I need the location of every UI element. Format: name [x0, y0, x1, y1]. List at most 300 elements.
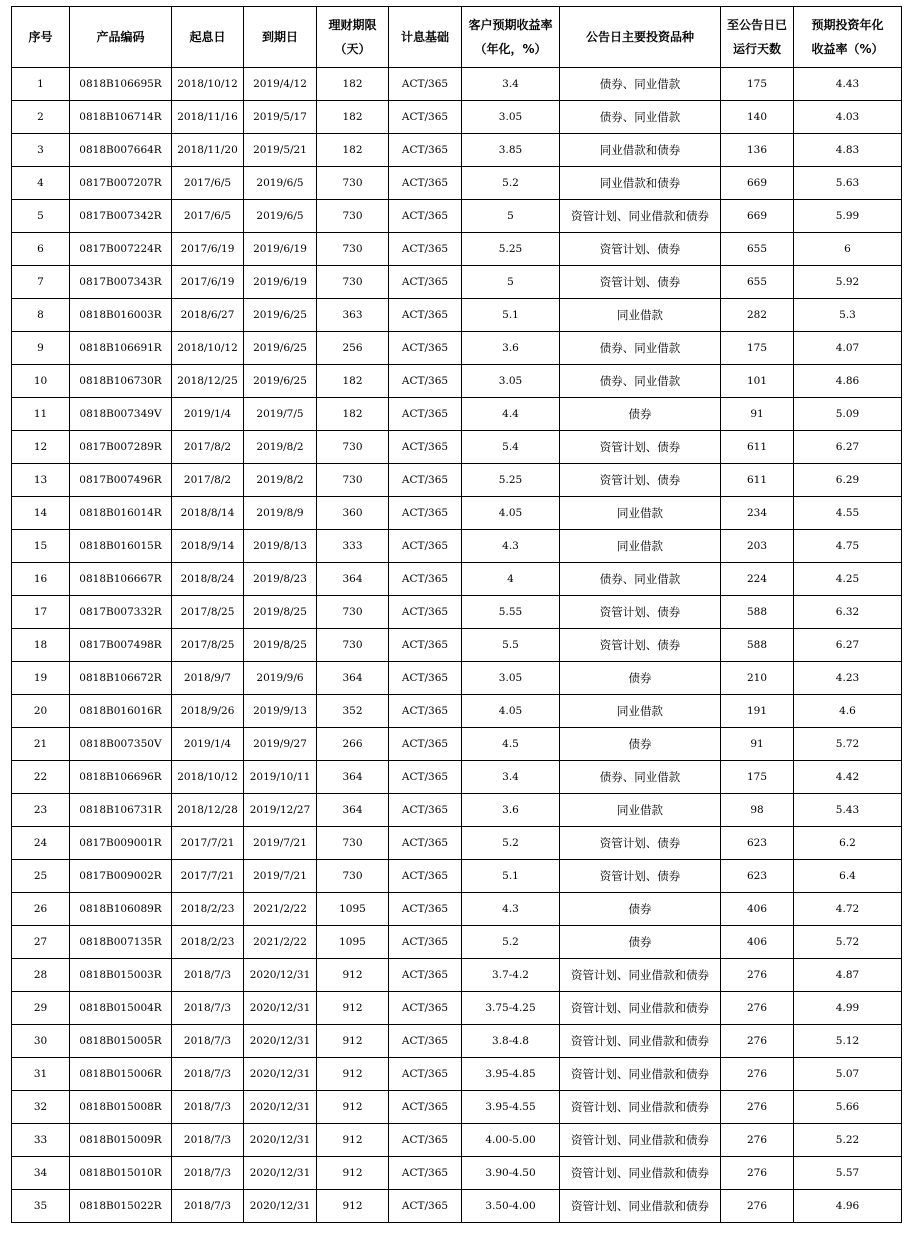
- table-cell: 3.50-4.00: [462, 1190, 560, 1223]
- table-row: [12, 827, 902, 860]
- table-cell: 3.75-4.25: [462, 992, 560, 1025]
- table-cell: 5: [462, 200, 560, 233]
- table-cell: 同业借款和债券: [560, 167, 721, 200]
- table-cell: 234: [721, 497, 794, 530]
- table-cell: 2018/7/3: [172, 1157, 244, 1190]
- table-cell: 2019/7/21: [244, 860, 317, 893]
- table-cell: 730: [317, 827, 389, 860]
- table-row: [12, 266, 902, 299]
- table-cell: 债券、同业借款: [560, 761, 721, 794]
- table-cell: 5.09: [794, 398, 902, 431]
- table-cell: 912: [317, 992, 389, 1025]
- table-cell: 2018/9/26: [172, 695, 244, 728]
- table-cell: 360: [317, 497, 389, 530]
- table-cell: 266: [317, 728, 389, 761]
- table-cell: 3.95-4.55: [462, 1091, 560, 1124]
- table-cell: 224: [721, 563, 794, 596]
- table-cell: 2019/5/21: [244, 134, 317, 167]
- table-cell: 2019/6/25: [244, 365, 317, 398]
- table-cell: 2018/7/3: [172, 1190, 244, 1223]
- table-cell: 0817B009001R: [70, 827, 172, 860]
- column-header-text: 序号: [28, 30, 53, 44]
- table-cell: ACT/365: [389, 101, 462, 134]
- table-cell: 25: [12, 860, 70, 893]
- table-cell: 2017/7/21: [172, 827, 244, 860]
- table-cell: 0818B106730R: [70, 365, 172, 398]
- table-cell: 2017/6/19: [172, 233, 244, 266]
- table-row: [12, 332, 902, 365]
- table-cell: 136: [721, 134, 794, 167]
- table-cell: 2019/5/17: [244, 101, 317, 134]
- column-header-text: 理财期限: [328, 18, 377, 32]
- table-cell: 2021/2/22: [244, 926, 317, 959]
- table-cell: 资管计划、债券: [560, 596, 721, 629]
- table-cell: 8: [12, 299, 70, 332]
- table-cell: 2018/9/14: [172, 530, 244, 563]
- table-cell: ACT/365: [389, 233, 462, 266]
- table-cell: 2019/9/27: [244, 728, 317, 761]
- table-cell: 债券: [560, 728, 721, 761]
- table-cell: 276: [721, 1091, 794, 1124]
- table-cell: 0818B016016R: [70, 695, 172, 728]
- column-header-text: 收益率（%）: [811, 42, 884, 56]
- column-header: [244, 7, 317, 68]
- table-cell: 6.27: [794, 629, 902, 662]
- table-row: [12, 167, 902, 200]
- table-cell: 资管计划、债券: [560, 233, 721, 266]
- table-cell: 282: [721, 299, 794, 332]
- table-cell: 5.07: [794, 1058, 902, 1091]
- table-row: [12, 200, 902, 233]
- table-cell: 3.4: [462, 761, 560, 794]
- column-header: [462, 7, 560, 68]
- table-row: [12, 695, 902, 728]
- table-cell: 2018/2/23: [172, 926, 244, 959]
- table-cell: 4: [462, 563, 560, 596]
- table-cell: 同业借款: [560, 497, 721, 530]
- table-cell: 730: [317, 266, 389, 299]
- table-cell: 256: [317, 332, 389, 365]
- table-cell: ACT/365: [389, 629, 462, 662]
- table-cell: ACT/365: [389, 1025, 462, 1058]
- table-cell: 4.05: [462, 497, 560, 530]
- column-header-text: 客户预期收益率: [468, 18, 553, 32]
- table-cell: 29: [12, 992, 70, 1025]
- table-cell: 2019/7/5: [244, 398, 317, 431]
- table-cell: 5.25: [462, 233, 560, 266]
- table-row: [12, 134, 902, 167]
- table-cell: 6: [12, 233, 70, 266]
- table-cell: 2019/1/4: [172, 728, 244, 761]
- table-cell: 2019/12/27: [244, 794, 317, 827]
- table-cell: 4.03: [794, 101, 902, 134]
- table-cell: 0817B007343R: [70, 266, 172, 299]
- column-header: [70, 7, 172, 68]
- table-cell: 4.55: [794, 497, 902, 530]
- table-cell: 5.57: [794, 1157, 902, 1190]
- table-cell: 4.87: [794, 959, 902, 992]
- table-cell: 2018/7/3: [172, 1025, 244, 1058]
- column-header: [12, 7, 70, 68]
- table-cell: 730: [317, 464, 389, 497]
- table-cell: 21: [12, 728, 70, 761]
- table-cell: 20: [12, 695, 70, 728]
- table-cell: 32: [12, 1091, 70, 1124]
- table-cell: 912: [317, 1058, 389, 1091]
- table-cell: 98: [721, 794, 794, 827]
- table-cell: 333: [317, 530, 389, 563]
- table-row: [12, 893, 902, 926]
- table-cell: 28: [12, 959, 70, 992]
- table-cell: 4.75: [794, 530, 902, 563]
- table-cell: 4.5: [462, 728, 560, 761]
- table-row: [12, 761, 902, 794]
- table-cell: 9: [12, 332, 70, 365]
- column-header: [560, 7, 721, 68]
- table-cell: 2019/8/9: [244, 497, 317, 530]
- table-cell: 债券、同业借款: [560, 563, 721, 596]
- table-cell: 5.4: [462, 431, 560, 464]
- table-row: [12, 398, 902, 431]
- table-cell: 2017/6/5: [172, 200, 244, 233]
- column-header-text: 公告日主要投资品种: [585, 30, 694, 44]
- table-row: [12, 629, 902, 662]
- table-row: [12, 1025, 902, 1058]
- table-cell: 2019/8/25: [244, 629, 317, 662]
- table-cell: 3.6: [462, 332, 560, 365]
- table-cell: ACT/365: [389, 134, 462, 167]
- table-cell: 4.86: [794, 365, 902, 398]
- table-cell: 22: [12, 761, 70, 794]
- table-cell: 0818B106667R: [70, 563, 172, 596]
- table-cell: 13: [12, 464, 70, 497]
- table-cell: ACT/365: [389, 398, 462, 431]
- table-cell: 2018/10/12: [172, 761, 244, 794]
- table-cell: 730: [317, 431, 389, 464]
- table-cell: 2018/2/23: [172, 893, 244, 926]
- table-cell: 2019/8/2: [244, 464, 317, 497]
- table-cell: ACT/365: [389, 365, 462, 398]
- table-cell: 3.7-4.2: [462, 959, 560, 992]
- table-cell: ACT/365: [389, 299, 462, 332]
- table-cell: 364: [317, 662, 389, 695]
- table-cell: ACT/365: [389, 893, 462, 926]
- table-cell: 2019/8/25: [244, 596, 317, 629]
- table-cell: ACT/365: [389, 761, 462, 794]
- column-header-text: 预期投资年化: [811, 18, 884, 32]
- table-cell: 2019/9/6: [244, 662, 317, 695]
- column-header-text: 运行天数: [732, 42, 781, 56]
- table-cell: 2019/7/21: [244, 827, 317, 860]
- table-cell: 资管计划、债券: [560, 266, 721, 299]
- column-header: [172, 7, 244, 68]
- table-cell: ACT/365: [389, 827, 462, 860]
- table-cell: 5: [462, 266, 560, 299]
- table-row: [12, 431, 902, 464]
- table-row: [12, 1157, 902, 1190]
- table-cell: 2018/7/3: [172, 959, 244, 992]
- table-cell: 912: [317, 1025, 389, 1058]
- table-cell: 2019/4/12: [244, 68, 317, 101]
- table-cell: ACT/365: [389, 530, 462, 563]
- table-cell: 276: [721, 1025, 794, 1058]
- table-cell: 2019/8/13: [244, 530, 317, 563]
- table-cell: 3.05: [462, 662, 560, 695]
- table-cell: 175: [721, 761, 794, 794]
- table-cell: 2019/8/2: [244, 431, 317, 464]
- table-cell: 2018/11/20: [172, 134, 244, 167]
- table-cell: 4.07: [794, 332, 902, 365]
- table-cell: 2020/12/31: [244, 1124, 317, 1157]
- table-cell: 730: [317, 629, 389, 662]
- table-cell: 0818B007350V: [70, 728, 172, 761]
- table-cell: 2018/7/3: [172, 1091, 244, 1124]
- column-header: [317, 7, 389, 68]
- table-cell: 2019/6/19: [244, 266, 317, 299]
- table-cell: 2020/12/31: [244, 992, 317, 1025]
- table-cell: 24: [12, 827, 70, 860]
- table-cell: ACT/365: [389, 860, 462, 893]
- table-cell: 730: [317, 860, 389, 893]
- table-cell: 0818B007664R: [70, 134, 172, 167]
- table-cell: 4.42: [794, 761, 902, 794]
- table-cell: 2019/10/11: [244, 761, 317, 794]
- table-cell: 364: [317, 563, 389, 596]
- table-cell: 5.92: [794, 266, 902, 299]
- table-cell: 912: [317, 1190, 389, 1223]
- table-cell: 0818B016014R: [70, 497, 172, 530]
- table-row: [12, 68, 902, 101]
- table-cell: 4.4: [462, 398, 560, 431]
- table-cell: 5.2: [462, 827, 560, 860]
- table-cell: 406: [721, 893, 794, 926]
- table-cell: 同业借款: [560, 794, 721, 827]
- table-cell: 2018/6/27: [172, 299, 244, 332]
- table-cell: 33: [12, 1124, 70, 1157]
- table-cell: 2019/9/13: [244, 695, 317, 728]
- table-cell: 资管计划、债券: [560, 464, 721, 497]
- table-cell: 623: [721, 860, 794, 893]
- table-cell: 债券、同业借款: [560, 365, 721, 398]
- table-cell: 0817B007289R: [70, 431, 172, 464]
- table-cell: 6.32: [794, 596, 902, 629]
- table-cell: 2018/7/3: [172, 992, 244, 1025]
- table-cell: 210: [721, 662, 794, 695]
- table-cell: ACT/365: [389, 1091, 462, 1124]
- table-cell: 资管计划、债券: [560, 860, 721, 893]
- table-cell: 0818B015006R: [70, 1058, 172, 1091]
- table-cell: 3.8-4.8: [462, 1025, 560, 1058]
- table-cell: 资管计划、同业借款和债券: [560, 992, 721, 1025]
- table-row: [12, 464, 902, 497]
- table-cell: ACT/365: [389, 728, 462, 761]
- table-cell: 4.05: [462, 695, 560, 728]
- table-row: [12, 530, 902, 563]
- table-cell: 406: [721, 926, 794, 959]
- table-cell: 资管计划、同业借款和债券: [560, 1058, 721, 1091]
- table-cell: 资管计划、同业借款和债券: [560, 959, 721, 992]
- table-cell: ACT/365: [389, 596, 462, 629]
- table-cell: 18: [12, 629, 70, 662]
- table-cell: 5.2: [462, 926, 560, 959]
- table-cell: 11: [12, 398, 70, 431]
- table-cell: 182: [317, 101, 389, 134]
- table-cell: 6.29: [794, 464, 902, 497]
- table-cell: 1095: [317, 893, 389, 926]
- table-cell: 31: [12, 1058, 70, 1091]
- table-cell: ACT/365: [389, 1124, 462, 1157]
- table-cell: 2017/7/21: [172, 860, 244, 893]
- table-cell: 14: [12, 497, 70, 530]
- table-cell: 203: [721, 530, 794, 563]
- table-cell: 3.85: [462, 134, 560, 167]
- table-cell: 364: [317, 761, 389, 794]
- table-cell: 4.3: [462, 530, 560, 563]
- column-header-text: （天）: [334, 42, 371, 56]
- table-cell: 资管计划、债券: [560, 431, 721, 464]
- table-cell: 5.5: [462, 629, 560, 662]
- table-cell: ACT/365: [389, 695, 462, 728]
- table-cell: 2018/9/7: [172, 662, 244, 695]
- table-row: [12, 299, 902, 332]
- table-cell: 5: [12, 200, 70, 233]
- table-cell: 15: [12, 530, 70, 563]
- table-cell: ACT/365: [389, 959, 462, 992]
- table-cell: 资管计划、同业借款和债券: [560, 1025, 721, 1058]
- table-cell: 同业借款: [560, 299, 721, 332]
- table-cell: 0818B015005R: [70, 1025, 172, 1058]
- table-cell: 2021/2/22: [244, 893, 317, 926]
- table-cell: 2017/8/25: [172, 596, 244, 629]
- table-cell: ACT/365: [389, 332, 462, 365]
- table-cell: 债券、同业借款: [560, 68, 721, 101]
- table-cell: 债券: [560, 926, 721, 959]
- table-row: [12, 365, 902, 398]
- table-cell: 191: [721, 695, 794, 728]
- table-cell: 182: [317, 134, 389, 167]
- table-cell: 债券、同业借款: [560, 101, 721, 134]
- table-cell: 6.2: [794, 827, 902, 860]
- table-cell: 资管计划、同业借款和债券: [560, 200, 721, 233]
- table-cell: 资管计划、同业借款和债券: [560, 1124, 721, 1157]
- table-cell: 0817B007332R: [70, 596, 172, 629]
- table-row: [12, 926, 902, 959]
- table-cell: 276: [721, 959, 794, 992]
- table-cell: ACT/365: [389, 68, 462, 101]
- table-body: [12, 68, 902, 1223]
- table-cell: 623: [721, 827, 794, 860]
- table-cell: 669: [721, 200, 794, 233]
- table-cell: 26: [12, 893, 70, 926]
- table-cell: 23: [12, 794, 70, 827]
- table-cell: 2017/8/2: [172, 431, 244, 464]
- table-row: [12, 959, 902, 992]
- table-cell: 2018/10/12: [172, 332, 244, 365]
- table-cell: 债券: [560, 893, 721, 926]
- table-cell: 2019/6/25: [244, 332, 317, 365]
- table-cell: 3: [12, 134, 70, 167]
- table-cell: 0818B015009R: [70, 1124, 172, 1157]
- table-cell: 5.12: [794, 1025, 902, 1058]
- column-header-text: 起息日: [189, 30, 226, 44]
- table-cell: 0818B106691R: [70, 332, 172, 365]
- table-cell: 182: [317, 398, 389, 431]
- table-cell: 175: [721, 332, 794, 365]
- column-header-text: 计息基础: [400, 30, 449, 44]
- table-cell: 364: [317, 794, 389, 827]
- table-cell: 2018/7/3: [172, 1124, 244, 1157]
- table-cell: 0817B007224R: [70, 233, 172, 266]
- table-cell: 债券: [560, 662, 721, 695]
- table-cell: 资管计划、同业借款和债券: [560, 1091, 721, 1124]
- column-header: [794, 7, 902, 68]
- table-cell: 276: [721, 1190, 794, 1223]
- table-cell: 2: [12, 101, 70, 134]
- table-cell: 611: [721, 464, 794, 497]
- table-cell: 34: [12, 1157, 70, 1190]
- table-cell: 资管计划、债券: [560, 827, 721, 860]
- table-cell: 2017/8/2: [172, 464, 244, 497]
- table-cell: 27: [12, 926, 70, 959]
- table-cell: 5.1: [462, 299, 560, 332]
- table-cell: 912: [317, 1124, 389, 1157]
- table-cell: 30: [12, 1025, 70, 1058]
- table-cell: 0818B016003R: [70, 299, 172, 332]
- table-cell: 4.72: [794, 893, 902, 926]
- table-cell: 19: [12, 662, 70, 695]
- table-cell: 2018/10/12: [172, 68, 244, 101]
- table-row: [12, 497, 902, 530]
- table-cell: 4.96: [794, 1190, 902, 1223]
- table-cell: 0818B106696R: [70, 761, 172, 794]
- table-cell: 资管计划、同业借款和债券: [560, 1190, 721, 1223]
- table-cell: 5.99: [794, 200, 902, 233]
- table-cell: 2017/6/19: [172, 266, 244, 299]
- column-header: [721, 7, 794, 68]
- table-cell: 2020/12/31: [244, 1091, 317, 1124]
- table-cell: 0818B015010R: [70, 1157, 172, 1190]
- table-cell: 588: [721, 629, 794, 662]
- table-cell: 912: [317, 1157, 389, 1190]
- table-cell: 276: [721, 992, 794, 1025]
- table-cell: 3.05: [462, 101, 560, 134]
- table-cell: 0818B015003R: [70, 959, 172, 992]
- table-cell: 140: [721, 101, 794, 134]
- table-cell: 2019/6/19: [244, 233, 317, 266]
- table-cell: 2018/12/25: [172, 365, 244, 398]
- column-header-text: 产品编码: [96, 30, 145, 44]
- table-cell: 2018/7/3: [172, 1058, 244, 1091]
- table-cell: 6.27: [794, 431, 902, 464]
- table-cell: 730: [317, 167, 389, 200]
- table-row: [12, 860, 902, 893]
- table-row: [12, 1091, 902, 1124]
- table-cell: 债券、同业借款: [560, 332, 721, 365]
- table-cell: 276: [721, 1124, 794, 1157]
- table-cell: ACT/365: [389, 1157, 462, 1190]
- table-cell: 5.22: [794, 1124, 902, 1157]
- table-cell: 2019/6/25: [244, 299, 317, 332]
- table-cell: 0818B016015R: [70, 530, 172, 563]
- table-cell: 35: [12, 1190, 70, 1223]
- table-cell: 4.6: [794, 695, 902, 728]
- table-cell: 0818B106714R: [70, 101, 172, 134]
- table-cell: 5.55: [462, 596, 560, 629]
- table-cell: 4.99: [794, 992, 902, 1025]
- table-cell: 2019/6/5: [244, 200, 317, 233]
- table-cell: 5.1: [462, 860, 560, 893]
- table-cell: 5.63: [794, 167, 902, 200]
